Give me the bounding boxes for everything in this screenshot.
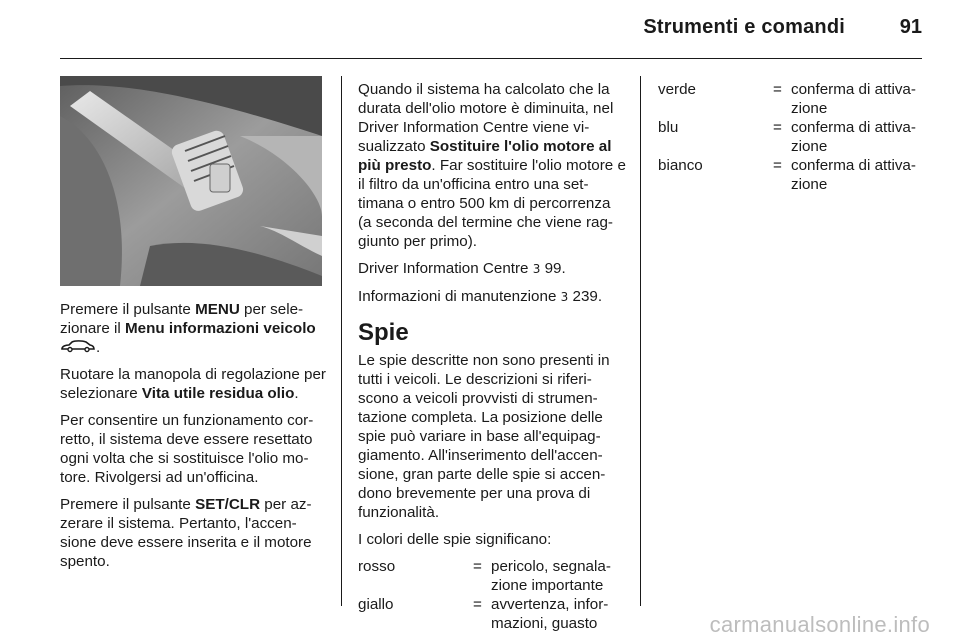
text: . Far sostituire l'olio motore e il filtro da un'officina entro una set-timana o entro 500 km di percorrenza (a seconda del termine che viene rag-giunto per primo). bbox=[358, 157, 626, 250]
color-meaning: conferma di attiva-zione bbox=[791, 81, 916, 117]
page-arrow-icon: 3 bbox=[532, 262, 541, 276]
text: Ruotare la manopola di regolazione per selezionare bbox=[60, 366, 326, 402]
column-divider-2 bbox=[640, 76, 641, 606]
paragraph: I colori delle spie significano: bbox=[358, 531, 552, 548]
cross-reference[interactable] bbox=[358, 287, 626, 307]
color-term: verde bbox=[658, 81, 696, 98]
text: . bbox=[294, 385, 299, 402]
color-term: rosso bbox=[358, 558, 396, 575]
text: per sele-zionare il bbox=[60, 301, 304, 337]
color-term: blu bbox=[658, 119, 679, 136]
color-meaning: avvertenza, infor-mazioni, guasto bbox=[491, 596, 609, 632]
paragraph bbox=[60, 365, 328, 403]
car-icon bbox=[60, 339, 96, 353]
definition-row bbox=[358, 595, 626, 633]
definition-row bbox=[658, 118, 926, 156]
text: Quando il sistema ha calcolato che la durata dell'olio motore è diminuita, nel Driver Information Centre viene vi-sualizzato bbox=[358, 81, 614, 155]
color-term: giallo bbox=[358, 596, 394, 613]
equals-sign: = bbox=[773, 157, 782, 174]
paragraph bbox=[358, 80, 626, 251]
equals-sign: = bbox=[773, 119, 782, 136]
reference-page: 239. bbox=[572, 288, 603, 305]
reference-page: 99. bbox=[544, 260, 566, 277]
header-divider bbox=[60, 58, 922, 59]
steering-column-photo bbox=[60, 76, 322, 286]
equals-sign: = bbox=[473, 596, 482, 613]
watermark: carmanualsonline.info bbox=[709, 612, 930, 637]
menu-button-label: MENU bbox=[195, 301, 240, 318]
text: Premere il pulsante bbox=[60, 496, 196, 513]
paragraph bbox=[60, 495, 328, 571]
equals-sign: = bbox=[773, 81, 782, 98]
definition-row bbox=[658, 80, 926, 118]
color-meaning: pericolo, segnala-zione importante bbox=[491, 558, 611, 594]
text: Premere il pulsante bbox=[60, 301, 196, 318]
cross-reference[interactable] bbox=[358, 259, 626, 279]
column-1 bbox=[60, 300, 328, 579]
oil-life-label: Vita utile residua olio bbox=[141, 385, 295, 402]
vehicle-info-menu-label: Menu informazioni veicolo bbox=[125, 320, 316, 337]
page-number: 91 bbox=[899, 16, 922, 38]
definition-row bbox=[358, 557, 626, 595]
definition-row bbox=[658, 156, 926, 194]
reference-text: Informazioni di manutenzione bbox=[358, 288, 557, 305]
turn-signal-stalk-illustration bbox=[60, 76, 322, 286]
column-divider-1 bbox=[341, 76, 342, 606]
text: . bbox=[96, 339, 101, 356]
text: per az-zerare il sistema. Pertanto, l'accen-sione deve essere inserita e il motore spento. bbox=[60, 496, 312, 570]
reference-text: Driver Information Centre bbox=[358, 260, 529, 277]
color-term: bianco bbox=[658, 157, 703, 174]
section-title: Strumenti e comandi bbox=[643, 16, 845, 38]
paragraph: Per consentire un funzionamento cor-retto, il sistema deve essere resettato ogni volta che si sostituisce l'olio mo-tore. Rivolgersi ad un'officina. bbox=[60, 412, 314, 486]
set-clr-button-label: SET/CLR bbox=[195, 496, 261, 513]
page-arrow-icon: 3 bbox=[560, 290, 569, 304]
oil-change-message: Sostituire l'olio motore al più presto bbox=[358, 138, 612, 174]
color-meaning: conferma di attiva-zione bbox=[791, 119, 916, 155]
paragraph bbox=[60, 300, 328, 357]
column-2 bbox=[358, 80, 626, 633]
column-3 bbox=[658, 80, 926, 194]
equals-sign: = bbox=[473, 558, 482, 575]
paragraph: Le spie descritte non sono presenti in tutti i veicoli. Le descrizioni si riferi-scono a veicoli provvisti di strumen-tazione completa. La posizione delle spie può variare in base all'equipag-giamento. All'inserimento dell'accen-sione, gran parte delle spie si accen-dono brevemente per una prova di funzionalità. bbox=[358, 352, 610, 521]
section-heading: Spie bbox=[358, 319, 409, 346]
color-meaning: conferma di attiva-zione bbox=[791, 157, 916, 193]
